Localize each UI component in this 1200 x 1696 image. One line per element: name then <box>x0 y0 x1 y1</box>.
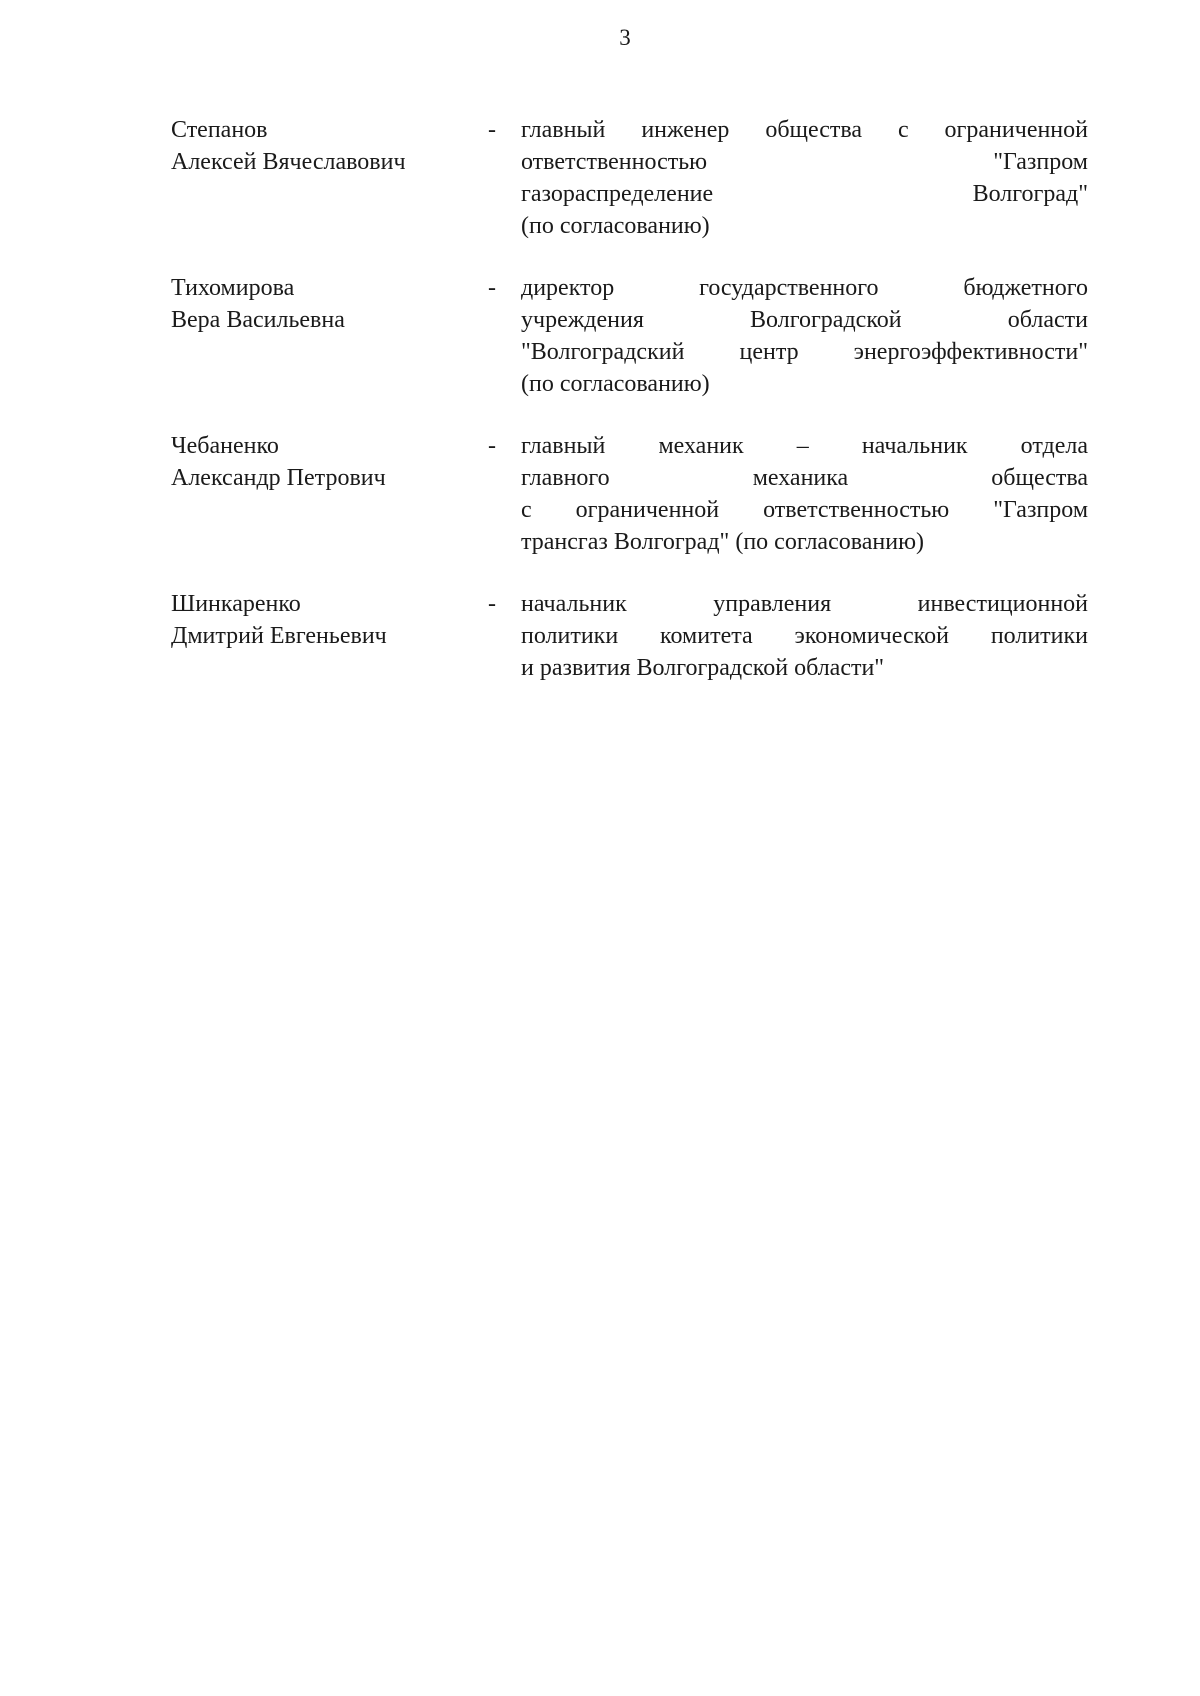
members-list <box>171 114 1088 684</box>
member-role-line: директор государственного бюджетного <box>521 275 1088 301</box>
member-role-line: главный механик – начальник отдела <box>521 433 1088 459</box>
member-name <box>171 114 491 178</box>
member-given-names: Вера Васильевна <box>171 307 345 333</box>
member-role-line: и развития Волгоградской области" <box>521 655 885 681</box>
member-name <box>171 430 491 494</box>
member-role <box>521 114 1088 242</box>
member-role <box>521 430 1088 558</box>
member-role-line: политики комитета экономической политики <box>521 623 1088 649</box>
member-role-line: с ограниченной ответственностью "Газпром <box>521 497 1088 523</box>
member-dash: - <box>488 117 496 143</box>
page-number: 3 <box>619 25 631 50</box>
member-role-line: (по согласованию) <box>521 371 710 397</box>
member-role-line: трансгаз Волгоград" (по согласованию) <box>521 529 924 555</box>
member-dash: - <box>488 591 496 617</box>
member-role-line: учреждения Волгоградской области <box>521 307 1088 333</box>
member-role <box>521 588 1088 684</box>
member-entry <box>171 272 1088 400</box>
member-dash: - <box>488 433 496 459</box>
member-role-line: "Волгоградский центр энергоэффективности" <box>521 339 1088 365</box>
member-role-line: газораспределение Волгоград" <box>521 181 1088 207</box>
member-surname: Шинкаренко <box>171 591 301 617</box>
member-name <box>171 272 491 336</box>
member-given-names: Александр Петрович <box>171 465 386 491</box>
member-surname: Тихомирова <box>171 275 295 301</box>
member-role-line: главный инженер общества с ограниченной <box>521 117 1088 143</box>
member-role-line: ответственностью "Газпром <box>521 149 1088 175</box>
member-entry <box>171 588 1088 684</box>
member-role-line: начальник управления инвестиционной <box>521 591 1088 617</box>
member-name <box>171 588 491 652</box>
member-entry <box>171 430 1088 558</box>
member-given-names: Алексей Вячеславович <box>171 149 406 175</box>
member-given-names: Дмитрий Евгеньевич <box>171 623 387 649</box>
member-surname: Степанов <box>171 117 268 143</box>
member-surname: Чебаненко <box>171 433 279 459</box>
member-dash: - <box>488 275 496 301</box>
member-entry <box>171 114 1088 242</box>
member-role-line: (по согласованию) <box>521 213 710 239</box>
member-role-line: главного механика общества <box>521 465 1088 491</box>
member-role <box>521 272 1088 400</box>
